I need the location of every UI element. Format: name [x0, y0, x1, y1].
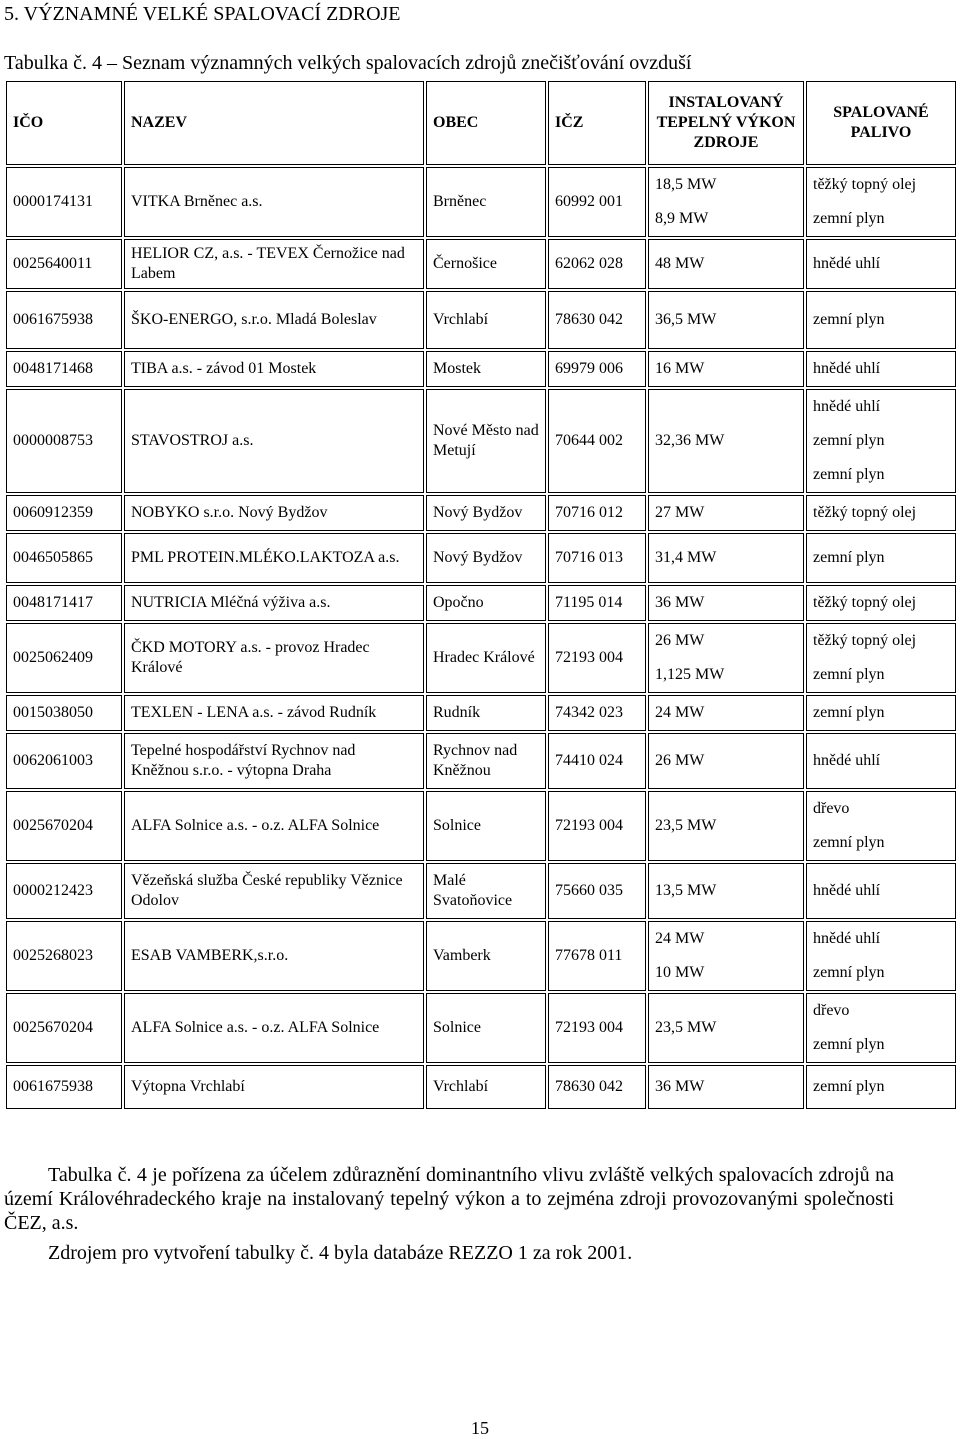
cell-ico: 0025062409 — [6, 623, 122, 693]
vykon-value: 23,5 MW — [655, 817, 717, 834]
cell-icz: 69979 006 — [548, 351, 646, 387]
cell-palivo — [806, 993, 956, 1063]
cell-icz: 70716 013 — [548, 533, 646, 583]
vykon-value: 8,9 MW — [655, 210, 709, 227]
cell-palivo — [806, 533, 956, 583]
cell-vykon — [648, 585, 804, 621]
vykon-value: 27 MW — [655, 504, 705, 521]
cell-icz: 72193 004 — [548, 993, 646, 1063]
cell-palivo — [806, 791, 956, 861]
cell-icz: 78630 042 — [548, 1065, 646, 1109]
cell-palivo — [806, 351, 956, 387]
cell-icz: 72193 004 — [548, 623, 646, 693]
cell-icz: 60992 001 — [548, 167, 646, 237]
cell-nazev: ČKD MOTORY a.s. - provoz Hradec Králové — [124, 623, 424, 693]
cell-ico: 0048171417 — [6, 585, 122, 621]
cell-obec: Opočno — [426, 585, 546, 621]
cell-vykon — [648, 993, 804, 1063]
cell-icz: 71195 014 — [548, 585, 646, 621]
cell-ico: 0025670204 — [6, 993, 122, 1063]
cell-palivo — [806, 695, 956, 731]
header-icz: IČZ — [548, 81, 646, 165]
palivo-value: hnědé uhlí — [813, 882, 881, 899]
sources-table — [4, 79, 958, 1111]
cell-obec: Vrchlabí — [426, 1065, 546, 1109]
table-row — [6, 993, 956, 1063]
vykon-value: 32,36 MW — [655, 432, 725, 449]
cell-vykon — [648, 167, 804, 237]
vykon-value: 24 MW — [655, 704, 705, 721]
cell-nazev: TEXLEN - LENA a.s. - závod Rudník — [124, 695, 424, 731]
cell-vykon — [648, 389, 804, 493]
cell-vykon — [648, 695, 804, 731]
vykon-value: 18,5 MW — [655, 176, 717, 193]
header-obec: OBEC — [426, 81, 546, 165]
cell-nazev: NOBYKO s.r.o. Nový Bydžov — [124, 495, 424, 531]
header-palivo: SPALOVANÉ PALIVO — [806, 81, 956, 165]
cell-nazev: Výtopna Vrchlabí — [124, 1065, 424, 1109]
cell-vykon — [648, 921, 804, 991]
table-row — [6, 291, 956, 349]
palivo-value: hnědé uhlí — [813, 930, 881, 947]
cell-palivo — [806, 239, 956, 289]
cell-obec: Malé Svatoňovice — [426, 863, 546, 919]
vykon-value: 26 MW — [655, 632, 705, 649]
cell-ico: 0062061003 — [6, 733, 122, 789]
cell-obec: Černošice — [426, 239, 546, 289]
cell-palivo — [806, 389, 956, 493]
table-row — [6, 733, 956, 789]
cell-nazev: Vězeňská služba České republiky Věznice Odolov — [124, 863, 424, 919]
cell-obec: Rychnov nad Kněžnou — [426, 733, 546, 789]
cell-nazev: PML PROTEIN.MLÉKO.LAKTOZA a.s. — [124, 533, 424, 583]
cell-icz: 74410 024 — [548, 733, 646, 789]
palivo-value: těžký topný olej — [813, 176, 917, 193]
palivo-value: zemní plyn — [813, 432, 885, 449]
cell-obec: Nové Město nad Metují — [426, 389, 546, 493]
cell-nazev: HELIOR CZ, a.s. - TEVEX Černožice nad Labem — [124, 239, 424, 289]
cell-icz: 70644 002 — [548, 389, 646, 493]
vykon-value: 31,4 MW — [655, 549, 717, 566]
header-vykon: INSTALOVANÝ TEPELNÝ VÝKON ZDROJE — [648, 81, 804, 165]
cell-vykon — [648, 791, 804, 861]
cell-icz: 77678 011 — [548, 921, 646, 991]
cell-nazev: ALFA Solnice a.s. - o.z. ALFA Solnice — [124, 993, 424, 1063]
cell-vykon — [648, 239, 804, 289]
palivo-value: hnědé uhlí — [813, 255, 881, 272]
cell-vykon — [648, 533, 804, 583]
cell-obec: Nový Bydžov — [426, 495, 546, 531]
cell-nazev: Tepelné hospodářství Rychnov nad Kněžnou s.r.o. - výtopna Draha — [124, 733, 424, 789]
palivo-value: dřevo — [813, 800, 850, 817]
table-caption: Tabulka č. 4 – Seznam významných velkých spalovacích zdrojů znečišťování ovzduší — [4, 52, 692, 74]
cell-ico: 0048171468 — [6, 351, 122, 387]
cell-palivo — [806, 291, 956, 349]
page-number: 15 — [471, 1418, 489, 1438]
vykon-value: 48 MW — [655, 255, 705, 272]
vykon-value: 26 MW — [655, 752, 705, 769]
table-row — [6, 695, 956, 731]
section-heading: 5. VÝZNAMNÉ VELKÉ SPALOVACÍ ZDROJE — [4, 3, 401, 25]
cell-nazev: TIBA a.s. - závod 01 Mostek — [124, 351, 424, 387]
cell-icz: 72193 004 — [548, 791, 646, 861]
note-text: Tabulka č. 4 je pořízena za účelem zdůraznění dominantního vlivu zvláště velkých spalovacích zdrojů na území Královéhradeckého kraje na instalovaný tepelný výkon a to zejména zdroji provozovanými společnosti ČEZ, a.s. — [4, 1164, 894, 1234]
cell-ico: 0060912359 — [6, 495, 122, 531]
cell-obec: Vamberk — [426, 921, 546, 991]
data-source: Zdrojem pro vytvoření tabulky č. 4 byla databáze REZZO 1 za rok 2001. — [48, 1242, 633, 1264]
vykon-value: 36,5 MW — [655, 311, 717, 328]
cell-ico: 0046505865 — [6, 533, 122, 583]
cell-nazev: VITKA Brněnec a.s. — [124, 167, 424, 237]
cell-icz: 62062 028 — [548, 239, 646, 289]
cell-palivo — [806, 733, 956, 789]
table-row — [6, 791, 956, 861]
cell-ico: 0025640011 — [6, 239, 122, 289]
cell-nazev: ŠKO-ENERGO, s.r.o. Mladá Boleslav — [124, 291, 424, 349]
cell-icz: 74342 023 — [548, 695, 646, 731]
palivo-value: hnědé uhlí — [813, 752, 881, 769]
table-body — [6, 167, 956, 1109]
palivo-value: těžký topný olej — [813, 504, 917, 521]
vykon-value: 16 MW — [655, 360, 705, 377]
cell-ico: 0015038050 — [6, 695, 122, 731]
cell-palivo — [806, 863, 956, 919]
vykon-value: 23,5 MW — [655, 1019, 717, 1036]
cell-palivo — [806, 1065, 956, 1109]
palivo-value: těžký topný olej — [813, 594, 917, 611]
table-row — [6, 623, 956, 693]
cell-obec: Solnice — [426, 791, 546, 861]
cell-nazev: STAVOSTROJ a.s. — [124, 389, 424, 493]
cell-ico: 0025670204 — [6, 791, 122, 861]
cell-icz: 70716 012 — [548, 495, 646, 531]
cell-ico: 0000212423 — [6, 863, 122, 919]
vykon-value: 36 MW — [655, 594, 705, 611]
cell-nazev: NUTRICIA Mléčná výživa a.s. — [124, 585, 424, 621]
table-row — [6, 863, 956, 919]
cell-ico: 0000174131 — [6, 167, 122, 237]
cell-ico: 0061675938 — [6, 291, 122, 349]
cell-palivo — [806, 495, 956, 531]
cell-obec: Brněnec — [426, 167, 546, 237]
cell-vykon — [648, 623, 804, 693]
cell-obec: Vrchlabí — [426, 291, 546, 349]
table-row — [6, 389, 956, 493]
table-header-row — [6, 81, 956, 165]
palivo-value: zemní plyn — [813, 311, 885, 328]
cell-palivo — [806, 167, 956, 237]
table-row — [6, 351, 956, 387]
palivo-value: zemní plyn — [813, 1036, 885, 1053]
vykon-value: 13,5 MW — [655, 882, 717, 899]
cell-palivo — [806, 623, 956, 693]
vykon-value: 1,125 MW — [655, 666, 725, 683]
table-row — [6, 239, 956, 289]
table-row — [6, 1065, 956, 1109]
table-row — [6, 533, 956, 583]
palivo-value: zemní plyn — [813, 964, 885, 981]
cell-vykon — [648, 733, 804, 789]
vykon-value: 36 MW — [655, 1078, 705, 1095]
palivo-value: zemní plyn — [813, 704, 885, 721]
palivo-value: hnědé uhlí — [813, 398, 881, 415]
cell-obec: Hradec Králové — [426, 623, 546, 693]
palivo-value: zemní plyn — [813, 549, 885, 566]
cell-obec: Solnice — [426, 993, 546, 1063]
table-row — [6, 495, 956, 531]
cell-ico: 0061675938 — [6, 1065, 122, 1109]
table-note — [4, 1163, 894, 1235]
vykon-value: 10 MW — [655, 964, 705, 981]
palivo-value: zemní plyn — [813, 666, 885, 683]
vykon-value: 24 MW — [655, 930, 705, 947]
cell-vykon — [648, 291, 804, 349]
palivo-value: zemní plyn — [813, 834, 885, 851]
palivo-value: zemní plyn — [813, 466, 885, 483]
cell-vykon — [648, 495, 804, 531]
header-nazev: NAZEV — [124, 81, 424, 165]
cell-palivo — [806, 585, 956, 621]
palivo-value: hnědé uhlí — [813, 360, 881, 377]
table-row — [6, 921, 956, 991]
cell-palivo — [806, 921, 956, 991]
cell-ico: 0025268023 — [6, 921, 122, 991]
table-row — [6, 585, 956, 621]
palivo-value: dřevo — [813, 1002, 850, 1019]
cell-nazev: ALFA Solnice a.s. - o.z. ALFA Solnice — [124, 791, 424, 861]
cell-ico: 0000008753 — [6, 389, 122, 493]
cell-vykon — [648, 1065, 804, 1109]
cell-icz: 75660 035 — [548, 863, 646, 919]
header-ico: IČO — [6, 81, 122, 165]
cell-nazev: ESAB VAMBERK,s.r.o. — [124, 921, 424, 991]
palivo-value: zemní plyn — [813, 210, 885, 227]
cell-obec: Nový Bydžov — [426, 533, 546, 583]
cell-vykon — [648, 351, 804, 387]
palivo-value: těžký topný olej — [813, 632, 917, 649]
cell-icz: 78630 042 — [548, 291, 646, 349]
cell-obec: Rudník — [426, 695, 546, 731]
cell-obec: Mostek — [426, 351, 546, 387]
palivo-value: zemní plyn — [813, 1078, 885, 1095]
cell-vykon — [648, 863, 804, 919]
table-row — [6, 167, 956, 237]
